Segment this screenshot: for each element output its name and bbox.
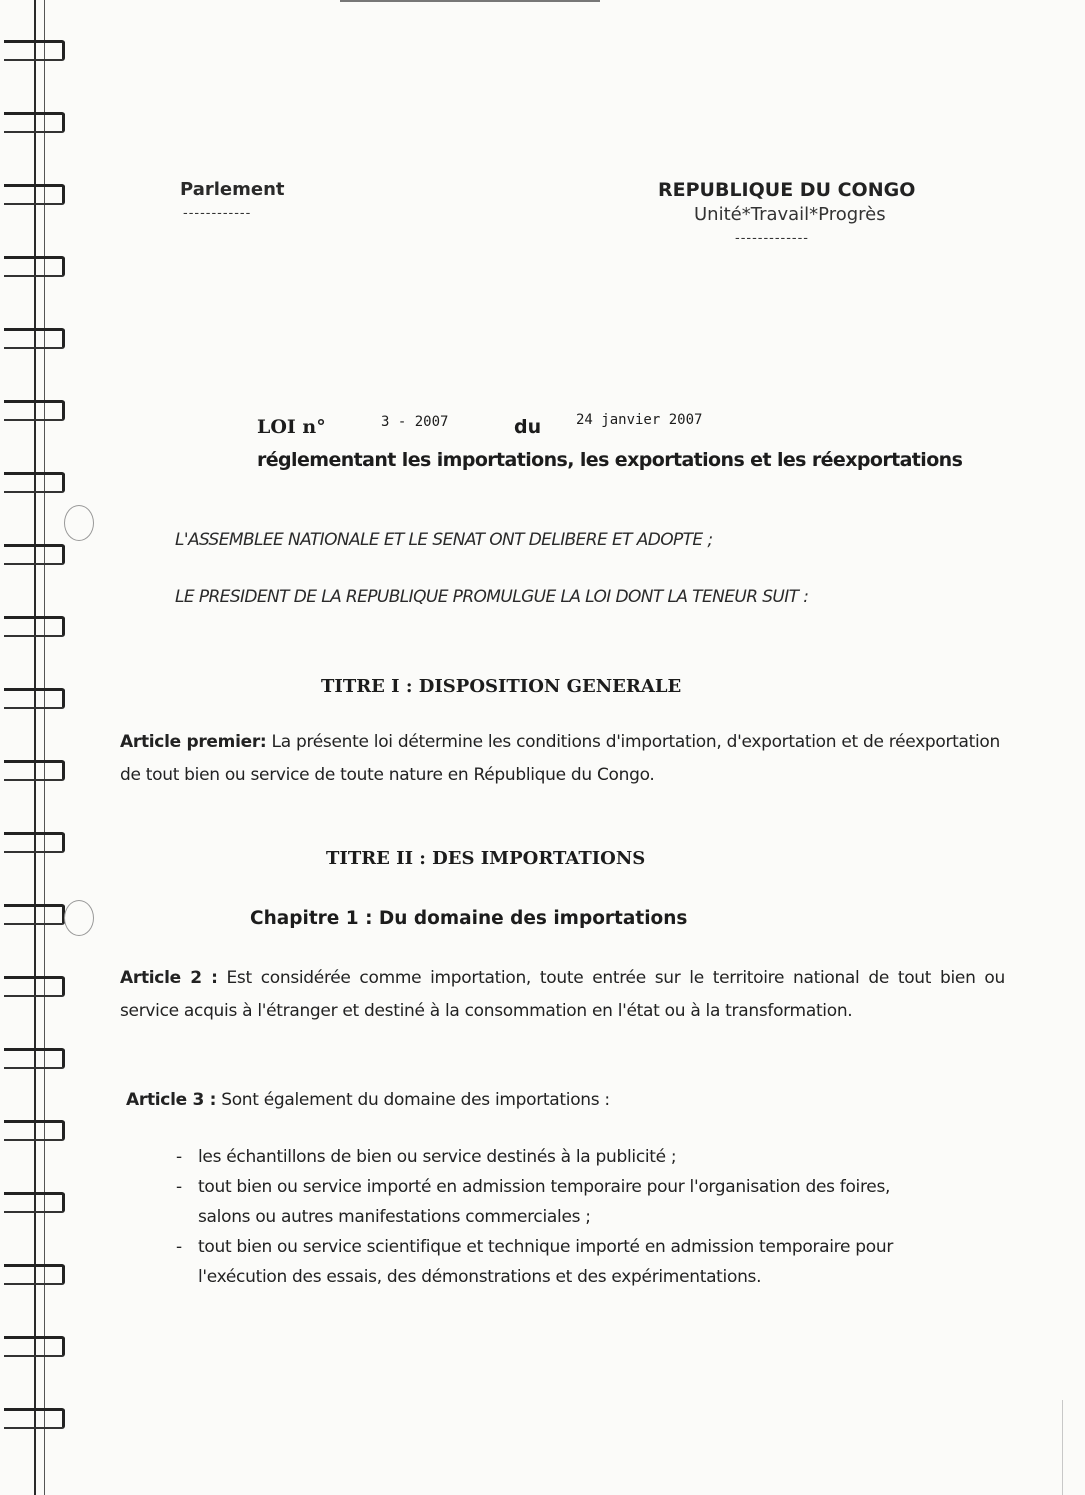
law-du: du bbox=[514, 416, 542, 438]
article-2 bbox=[120, 962, 1005, 1028]
bullet-dash: - bbox=[176, 1147, 182, 1167]
law-date: 24 janvier 2007 bbox=[576, 412, 703, 428]
binding-ring bbox=[4, 760, 65, 781]
binding-ring bbox=[4, 184, 65, 205]
header-left-separator: ------------ bbox=[183, 206, 252, 221]
header-right-separator: ------------- bbox=[735, 231, 809, 246]
header-republique: REPUBLIQUE DU CONGO bbox=[658, 179, 916, 201]
punch-hole bbox=[64, 900, 94, 936]
list-item bbox=[176, 1232, 936, 1292]
list-item bbox=[176, 1172, 936, 1232]
article-3-text: Sont également du domaine des importations : bbox=[221, 1090, 610, 1110]
article-2-text: Est considérée comme importation, toute entrée sur le territoire national de tout bien ou service acquis à l'étranger et destiné à la consommation en l'état ou à la transformation. bbox=[120, 968, 1005, 1021]
binding-ring bbox=[4, 1192, 65, 1213]
list-item-text: tout bien ou service scientifique et technique importé en admission temporaire pour l'exécution des essais, des démonstrations et des expérimentations. bbox=[198, 1237, 894, 1287]
punch-hole bbox=[64, 505, 94, 541]
binding-ring bbox=[4, 544, 65, 565]
chapitre-1-heading: Chapitre 1 : Du domaine des importations bbox=[250, 908, 688, 929]
scan-artifact-edge bbox=[1062, 1400, 1063, 1495]
binding-ring bbox=[4, 1120, 65, 1141]
article-3-list bbox=[176, 1142, 936, 1292]
binding-ring bbox=[4, 328, 65, 349]
binding-ring bbox=[4, 1264, 65, 1285]
binding-ring bbox=[4, 112, 65, 133]
header-parlement: Parlement bbox=[180, 179, 285, 200]
binding-edge bbox=[0, 0, 90, 1495]
law-label: LOI n° bbox=[257, 416, 326, 438]
law-number: 3 - 2007 bbox=[381, 414, 449, 430]
preamble-president: LE PRESIDENT DE LA REPUBLIQUE PROMULGUE LA LOI DONT LA TENEUR SUIT : bbox=[175, 587, 809, 607]
bullet-dash: - bbox=[176, 1237, 182, 1257]
article-premier-text: La présente loi détermine les conditions d'importation, d'exportation et de réexportation de tout bien ou service de toute nature en République du Congo. bbox=[120, 732, 1000, 785]
binding-ring bbox=[4, 1048, 65, 1069]
binding-ring bbox=[4, 688, 65, 709]
binding-ring bbox=[4, 1408, 65, 1429]
scan-artifact-line bbox=[340, 0, 600, 2]
header-motto: Unité*Travail*Progrès bbox=[694, 204, 886, 225]
binding-ring bbox=[4, 616, 65, 637]
article-3-label: Article 3 : bbox=[126, 1090, 217, 1110]
list-item bbox=[176, 1142, 936, 1172]
law-title: réglementant les importations, les exportations et les réexportations bbox=[257, 449, 963, 471]
article-2-label: Article 2 : bbox=[120, 968, 218, 988]
article-premier bbox=[120, 726, 1000, 792]
binding-ring bbox=[4, 472, 65, 493]
titre-1-heading: TITRE I : DISPOSITION GENERALE bbox=[321, 676, 682, 697]
titre-2-heading: TITRE II : DES IMPORTATIONS bbox=[326, 848, 646, 869]
binding-ring bbox=[4, 1336, 65, 1357]
binding-ring bbox=[4, 976, 65, 997]
binding-ring bbox=[4, 904, 65, 925]
binding-ring bbox=[4, 832, 65, 853]
article-premier-label: Article premier: bbox=[120, 732, 267, 752]
binding-ring bbox=[4, 256, 65, 277]
list-item-text: les échantillons de bien ou service destinés à la publicité ; bbox=[198, 1147, 677, 1167]
article-3 bbox=[126, 1084, 926, 1117]
bullet-dash: - bbox=[176, 1177, 182, 1197]
binding-ring bbox=[4, 40, 65, 61]
preamble-assembly: L'ASSEMBLEE NATIONALE ET LE SENAT ONT DELIBERE ET ADOPTE ; bbox=[175, 530, 713, 550]
list-item-text: tout bien ou service importé en admission temporaire pour l'organisation des foires, salons ou autres manifestations commerciales ; bbox=[198, 1177, 891, 1227]
binding-ring bbox=[4, 400, 65, 421]
